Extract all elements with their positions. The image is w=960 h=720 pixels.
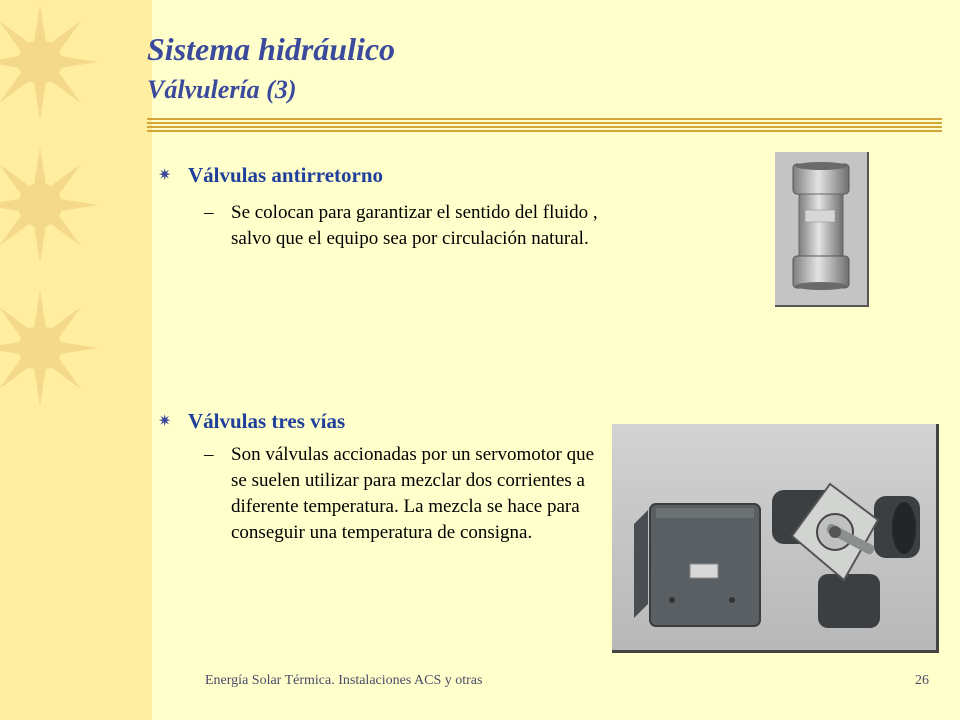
slide-subtitle: Válvulería (3)	[147, 75, 297, 104]
three-way-valve-image	[612, 424, 939, 653]
bullet-star-icon: ✷	[158, 413, 172, 430]
section-heading-tres-vias: Válvulas tres vías	[188, 409, 346, 433]
section-text-tres-vias: Son válvulas accionadas por un servomotor que se suelen utilizar para mezclar dos corrientes a diferente temperatura. La mezcla se hace para conseguir una temperatura de consigna.	[231, 444, 595, 543]
slide-title: Sistema hidráulico	[147, 31, 396, 67]
sub-bullet-dash: –	[204, 444, 214, 465]
section-heading-antirretorno: Válvulas antirretorno	[188, 163, 384, 187]
section-text-antirretorno: Se colocan para garantizar el sentido del fluido , salvo que el equipo sea por circulación natural.	[231, 202, 598, 249]
sun-decoration-icon	[0, 147, 98, 263]
sun-decorations	[0, 0, 152, 720]
sun-decoration-icon	[0, 4, 98, 120]
page-number: 26	[915, 673, 929, 688]
sub-bullet-dash: –	[204, 202, 214, 223]
check-valve-image	[775, 152, 869, 307]
title-divider	[147, 118, 942, 132]
three-way-valve-illustration	[612, 424, 936, 650]
sun-decoration-icon	[0, 290, 98, 406]
footer-source: Energía Solar Térmica. Instalaciones ACS y otras	[205, 673, 483, 688]
check-valve-illustration	[775, 152, 867, 305]
bullet-star-icon: ✷	[158, 167, 172, 184]
